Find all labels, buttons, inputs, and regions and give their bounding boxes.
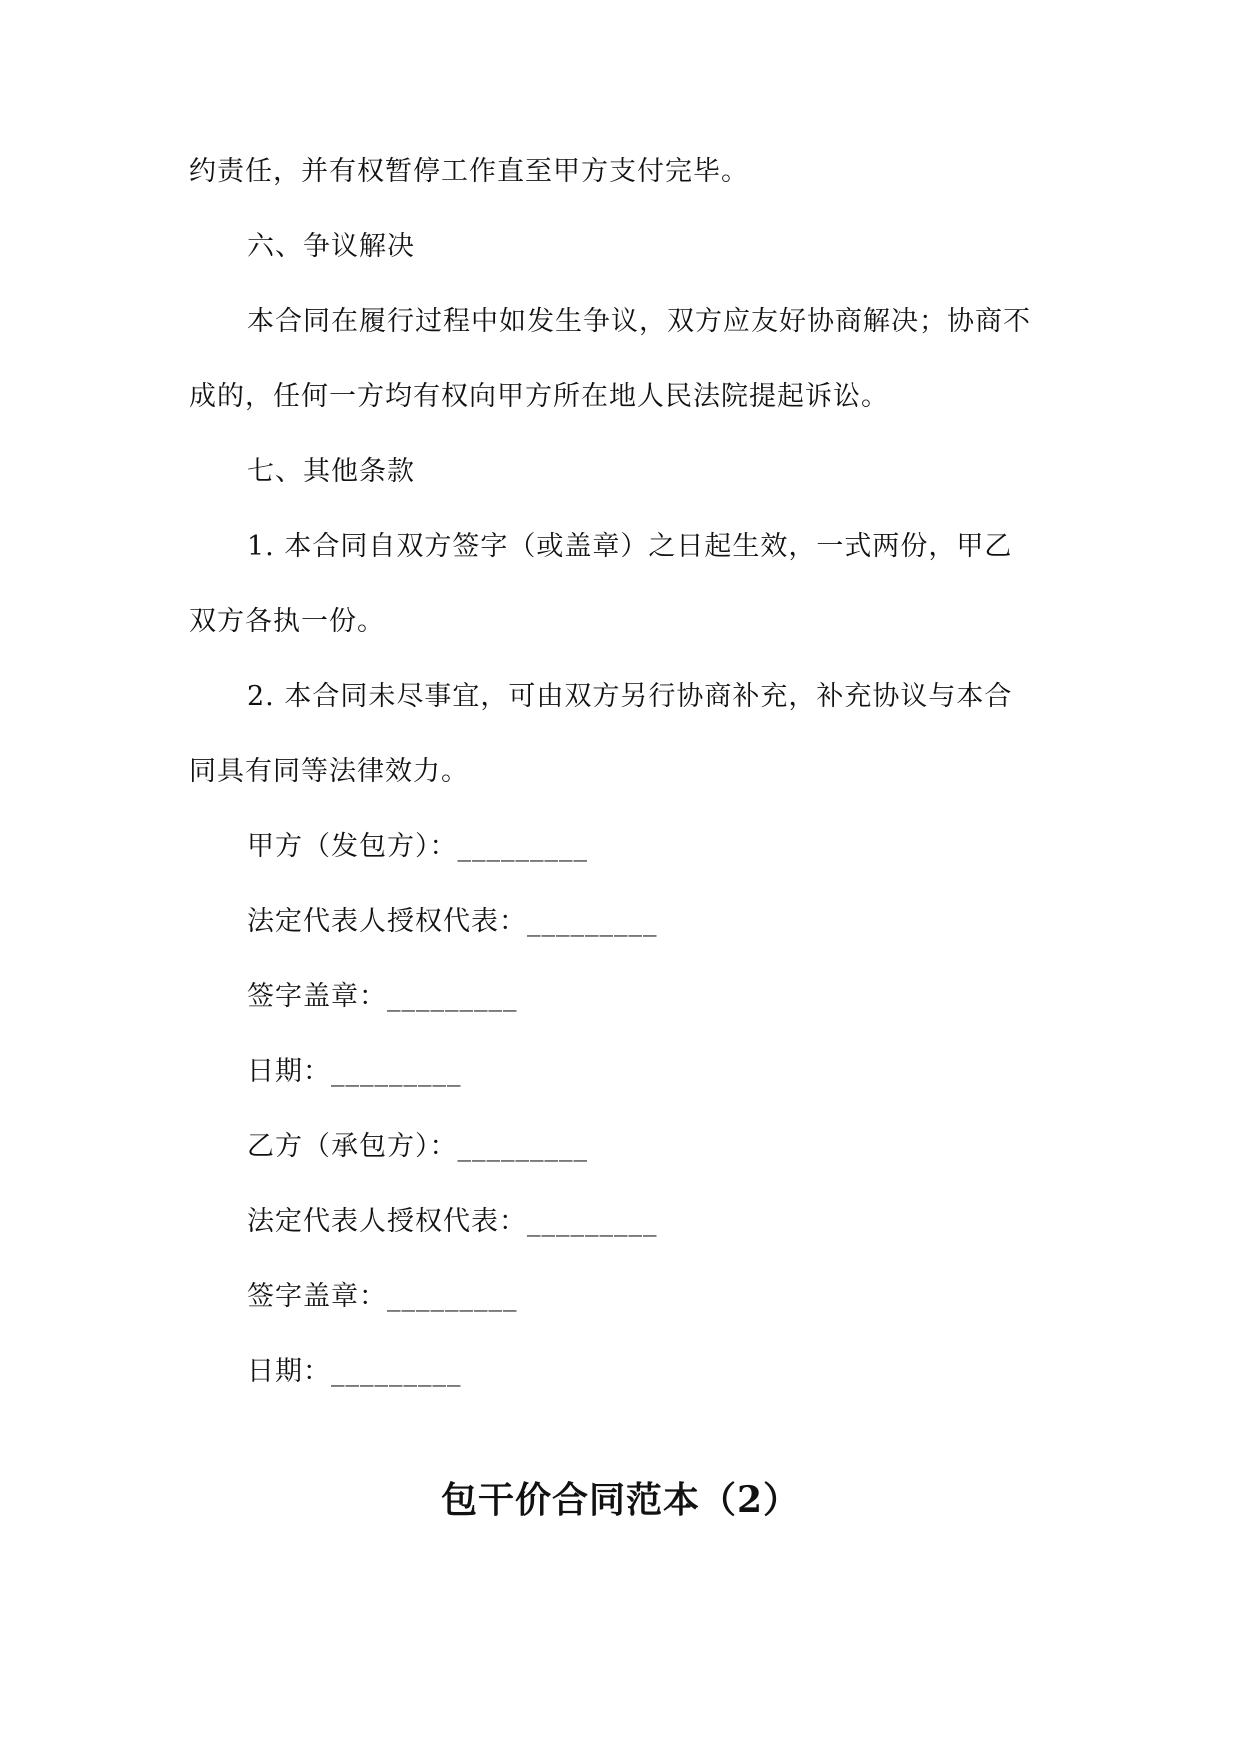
paragraph-dispute-line2: 成的，任何一方均有权向甲方所在地人民法院提起诉讼。 xyxy=(189,381,889,412)
party-a-field: 甲方（发包方）：_________ xyxy=(247,831,588,862)
clause-1-line1: 1. 本合同自双方签字（或盖章）之日起生效，一式两份，甲乙 xyxy=(247,531,1013,562)
party-b-date-field: 日期：_________ xyxy=(247,1356,462,1387)
section-heading-other-terms: 七、其他条款 xyxy=(247,456,415,487)
party-a-date-field: 日期：_________ xyxy=(247,1056,462,1087)
clause-1-line2: 双方各执一份。 xyxy=(189,606,385,637)
paragraph-continuation: 约责任，并有权暂停工作直至甲方支付完毕。 xyxy=(189,156,749,187)
party-a-representative-field: 法定代表人授权代表：_________ xyxy=(247,906,658,937)
party-b-representative-field: 法定代表人授权代表：_________ xyxy=(247,1206,658,1237)
party-b-field: 乙方（承包方）：_________ xyxy=(247,1131,588,1162)
section-heading-dispute: 六、争议解决 xyxy=(247,231,415,262)
clause-2-line2: 同具有同等法律效力。 xyxy=(189,756,469,787)
paragraph-dispute-line1: 本合同在履行过程中如发生争议，双方应友好协商解决；协商不 xyxy=(247,306,1031,337)
clause-2-line1: 2. 本合同未尽事宜，可由双方另行协商补充，补充协议与本合 xyxy=(247,681,1013,712)
next-contract-title: 包干价合同范本（2） xyxy=(440,1479,801,1521)
party-b-signature-field: 签字盖章：_________ xyxy=(247,1281,518,1312)
party-a-signature-field: 签字盖章：_________ xyxy=(247,981,518,1012)
